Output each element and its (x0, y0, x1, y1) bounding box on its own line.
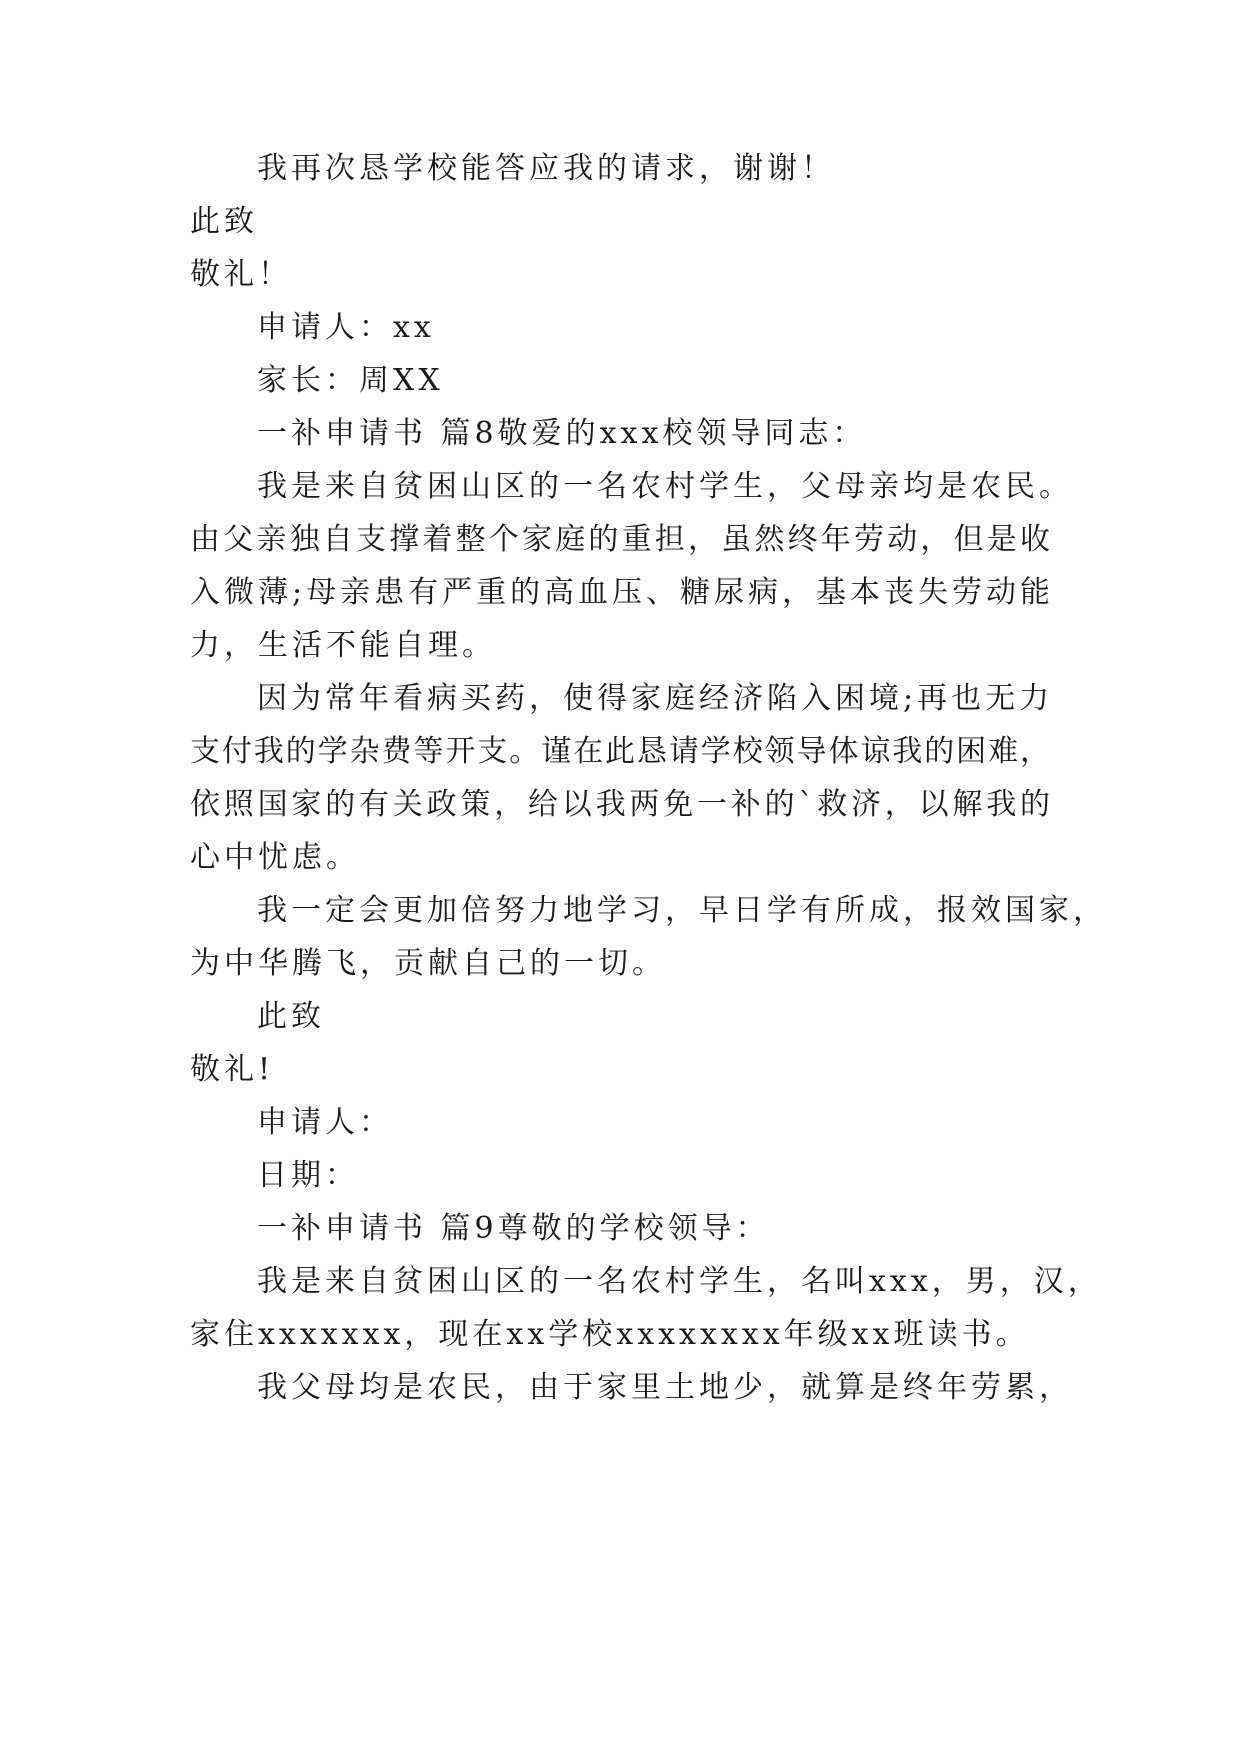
text-line: 申请人：xx (257, 310, 435, 345)
section-heading: 一补申请书 篇8敬爱的xxx校领导同志： (257, 416, 867, 451)
text-line: 此致 (190, 204, 258, 239)
text-line: 我一定会更加倍努力地学习，早日学有所成，报效国家， (257, 893, 1107, 928)
text-line: 入微薄;母亲患有严重的高血压、糖尿病，基本丧失劳动能 (190, 575, 1050, 610)
text-line: 由父亲独自支撑着整个家庭的重担，虽然终年劳动，但是收 (190, 522, 1050, 557)
text-line: 此致 (257, 999, 325, 1034)
text-line: 力，生活不能自理。 (190, 628, 496, 663)
text-line: 日期： (257, 1158, 359, 1193)
text-line: 为中华腾飞，贡献自己的一切。 (190, 946, 666, 981)
section-heading: 一补申请书 篇9尊敬的学校领导： (257, 1211, 770, 1246)
text-line: 申请人： (257, 1105, 393, 1140)
text-line: 我父母均是农民，由于家里土地少，就算是终年劳累， (257, 1370, 1073, 1405)
text-line: 我再次恳学校能答应我的请求，谢谢！ (257, 151, 835, 186)
text-line: 我是来自贫困山区的一名农村学生，名叫xxx，男，汉， (257, 1264, 1102, 1299)
text-line: 家住xxxxxxx，现在xx学校xxxxxxxx年级xx班读书。 (190, 1317, 1030, 1352)
text-line: 敬礼! (190, 1052, 275, 1087)
text-line: 支付我的学杂费等开支。谨在此恳请学校领导体谅我的困难， (190, 734, 1050, 769)
text-line: 心中忧虑。 (190, 840, 360, 875)
text-line: 因为常年看病买药，使得家庭经济陷入困境;再也无力 (257, 681, 1054, 716)
text-line: 家长：周XX (257, 363, 444, 398)
text-line: 我是来自贫困山区的一名农村学生，父母亲均是农民。 (257, 469, 1073, 504)
text-line: 依照国家的有关政策，给以我两免一补的`救济，以解我的 (190, 787, 1050, 822)
text-line: 敬礼！ (190, 257, 292, 292)
